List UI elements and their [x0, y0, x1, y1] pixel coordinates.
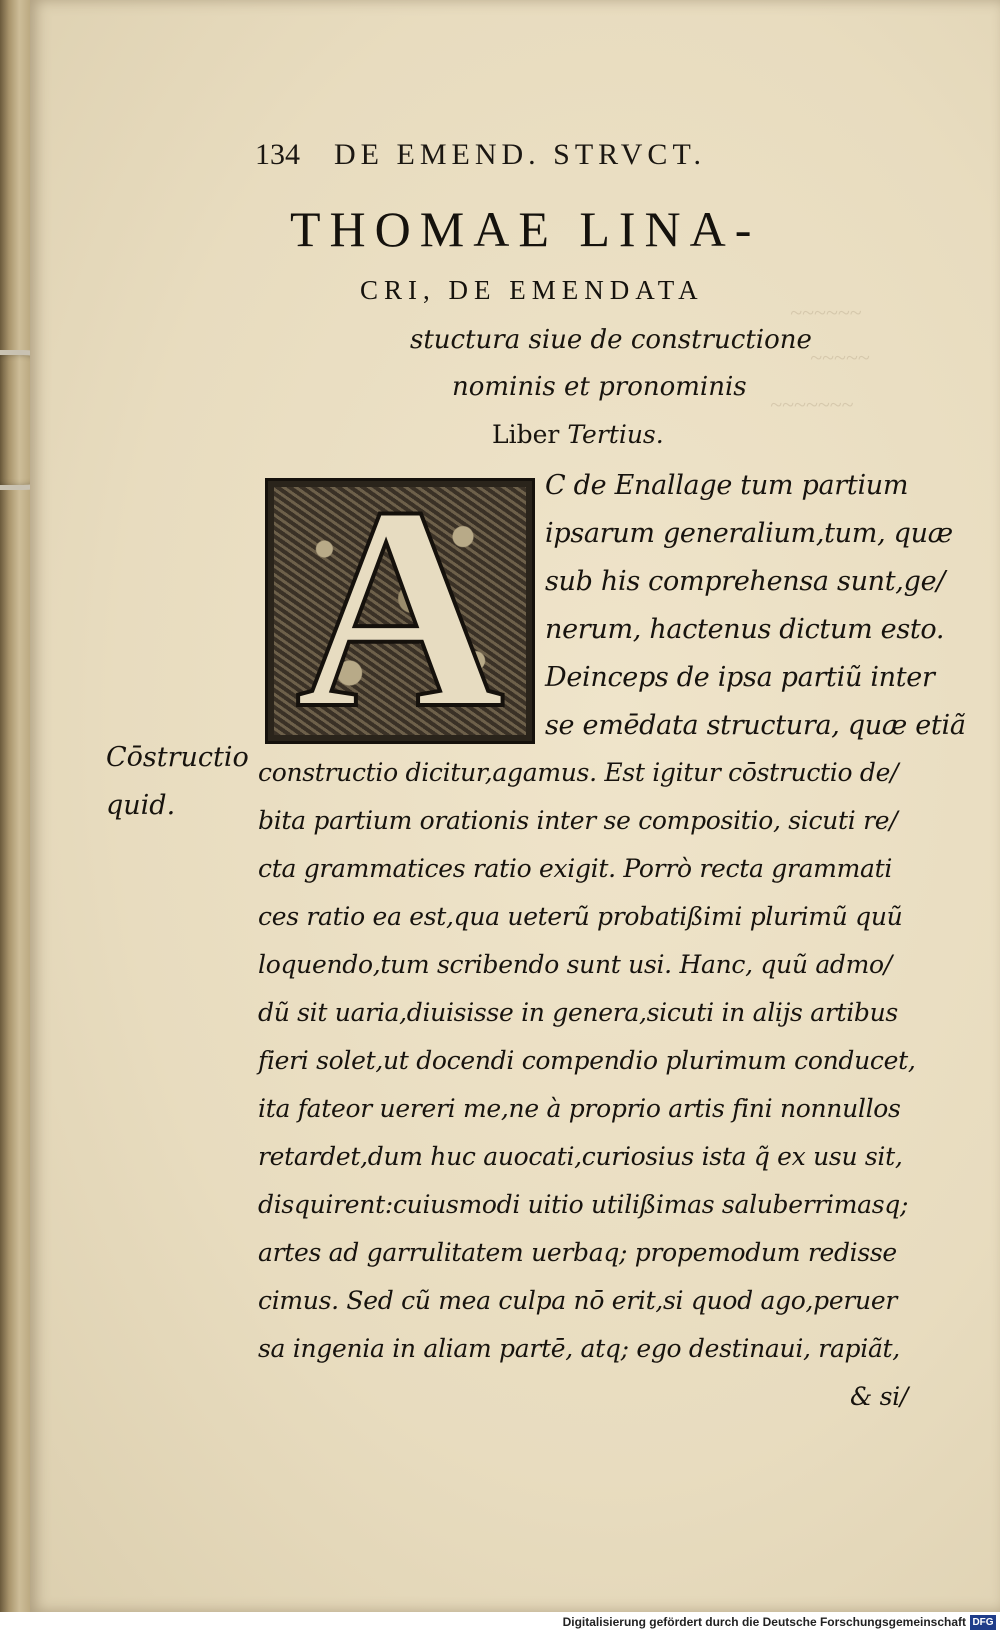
body-line: dũ sit uaria,diuisisse in genera,sicuti in alijs artibus: [258, 998, 898, 1027]
body-line: sub his comprehensa sunt,ge/: [545, 566, 946, 597]
running-title: DE EMEND. STRVCT.: [334, 138, 707, 171]
body-line: constructio dicitur,agamus. Est igitur cōstructio de/: [258, 758, 899, 787]
body-line: loquendo,tum scribendo sunt usi. Hanc, quũ admo/: [258, 950, 892, 979]
tertius-label: Tertius.: [567, 420, 664, 449]
body-line: Deinceps de ipsa partiũ inter: [545, 662, 935, 693]
body-line: sa ingenia in aliam partē, atq; ego destinaui, rapiãt,: [258, 1334, 900, 1363]
running-head: [255, 138, 895, 172]
title-line-1: THOMAE LINA-: [290, 201, 761, 257]
title-line-4: nominis et pronominis: [452, 372, 747, 402]
page-number: 134: [255, 138, 300, 171]
show-through: ~~~~~~~: [770, 392, 854, 417]
margin-note-line-1: Cōstructio: [106, 742, 249, 773]
show-through: ~~~~~: [810, 345, 870, 370]
title-line-2: CRI, DE EMENDATA: [360, 275, 704, 305]
margin-note-line-2: quid.: [106, 790, 176, 821]
show-through: ~~~~~~: [790, 300, 862, 325]
decorated-initial: [265, 478, 535, 744]
body-line: nerum, hactenus dictum esto.: [545, 614, 945, 645]
initial-letter: A: [295, 478, 505, 744]
body-line: ita fateor uereri me,ne à proprio artis fini nonnullos: [258, 1094, 901, 1123]
footer-credit: Digitalisierung gefördert durch die Deutsche Forschungsgemeinschaft: [562, 1615, 966, 1629]
book-binding: [0, 0, 30, 1634]
body-line: se emēdata structura, quæ etiã: [545, 710, 966, 741]
title-line-5: [492, 420, 664, 449]
body-line: cimus. Sed cũ mea culpa nō erit,si quod ago,peruer: [258, 1286, 897, 1315]
title-line-3: stuctura siue de constructione: [410, 325, 812, 355]
catchword: & si/: [850, 1382, 908, 1411]
body-line: cta grammatices ratio exigit. Porrò recta grammati: [258, 854, 893, 883]
body-line: ipsarum generalium,tum, quæ: [545, 518, 953, 549]
body-line: retardet,dum huc auocati,curiosius ista q̃ ex usu sit,: [258, 1142, 903, 1171]
body-line: C de Enallage tum partium: [545, 470, 909, 501]
dfg-logo: DFG: [970, 1615, 996, 1630]
digitization-footer: [0, 1612, 1000, 1634]
body-line: artes ad garrulitatem uerbaq; propemodum redisse: [258, 1238, 897, 1267]
body-line: disquirent:cuiusmodi uitio utilißimas saluberrimasq;: [258, 1190, 909, 1219]
body-line: fieri solet,ut docendi compendio plurimum conducet,: [258, 1046, 916, 1075]
body-line: ces ratio ea est,qua ueterũ probatißimi plurimũ quũ: [258, 902, 903, 931]
liber-label: Liber: [492, 420, 560, 449]
body-line: bita partium orationis inter se compositio, sicuti re/: [258, 806, 898, 835]
